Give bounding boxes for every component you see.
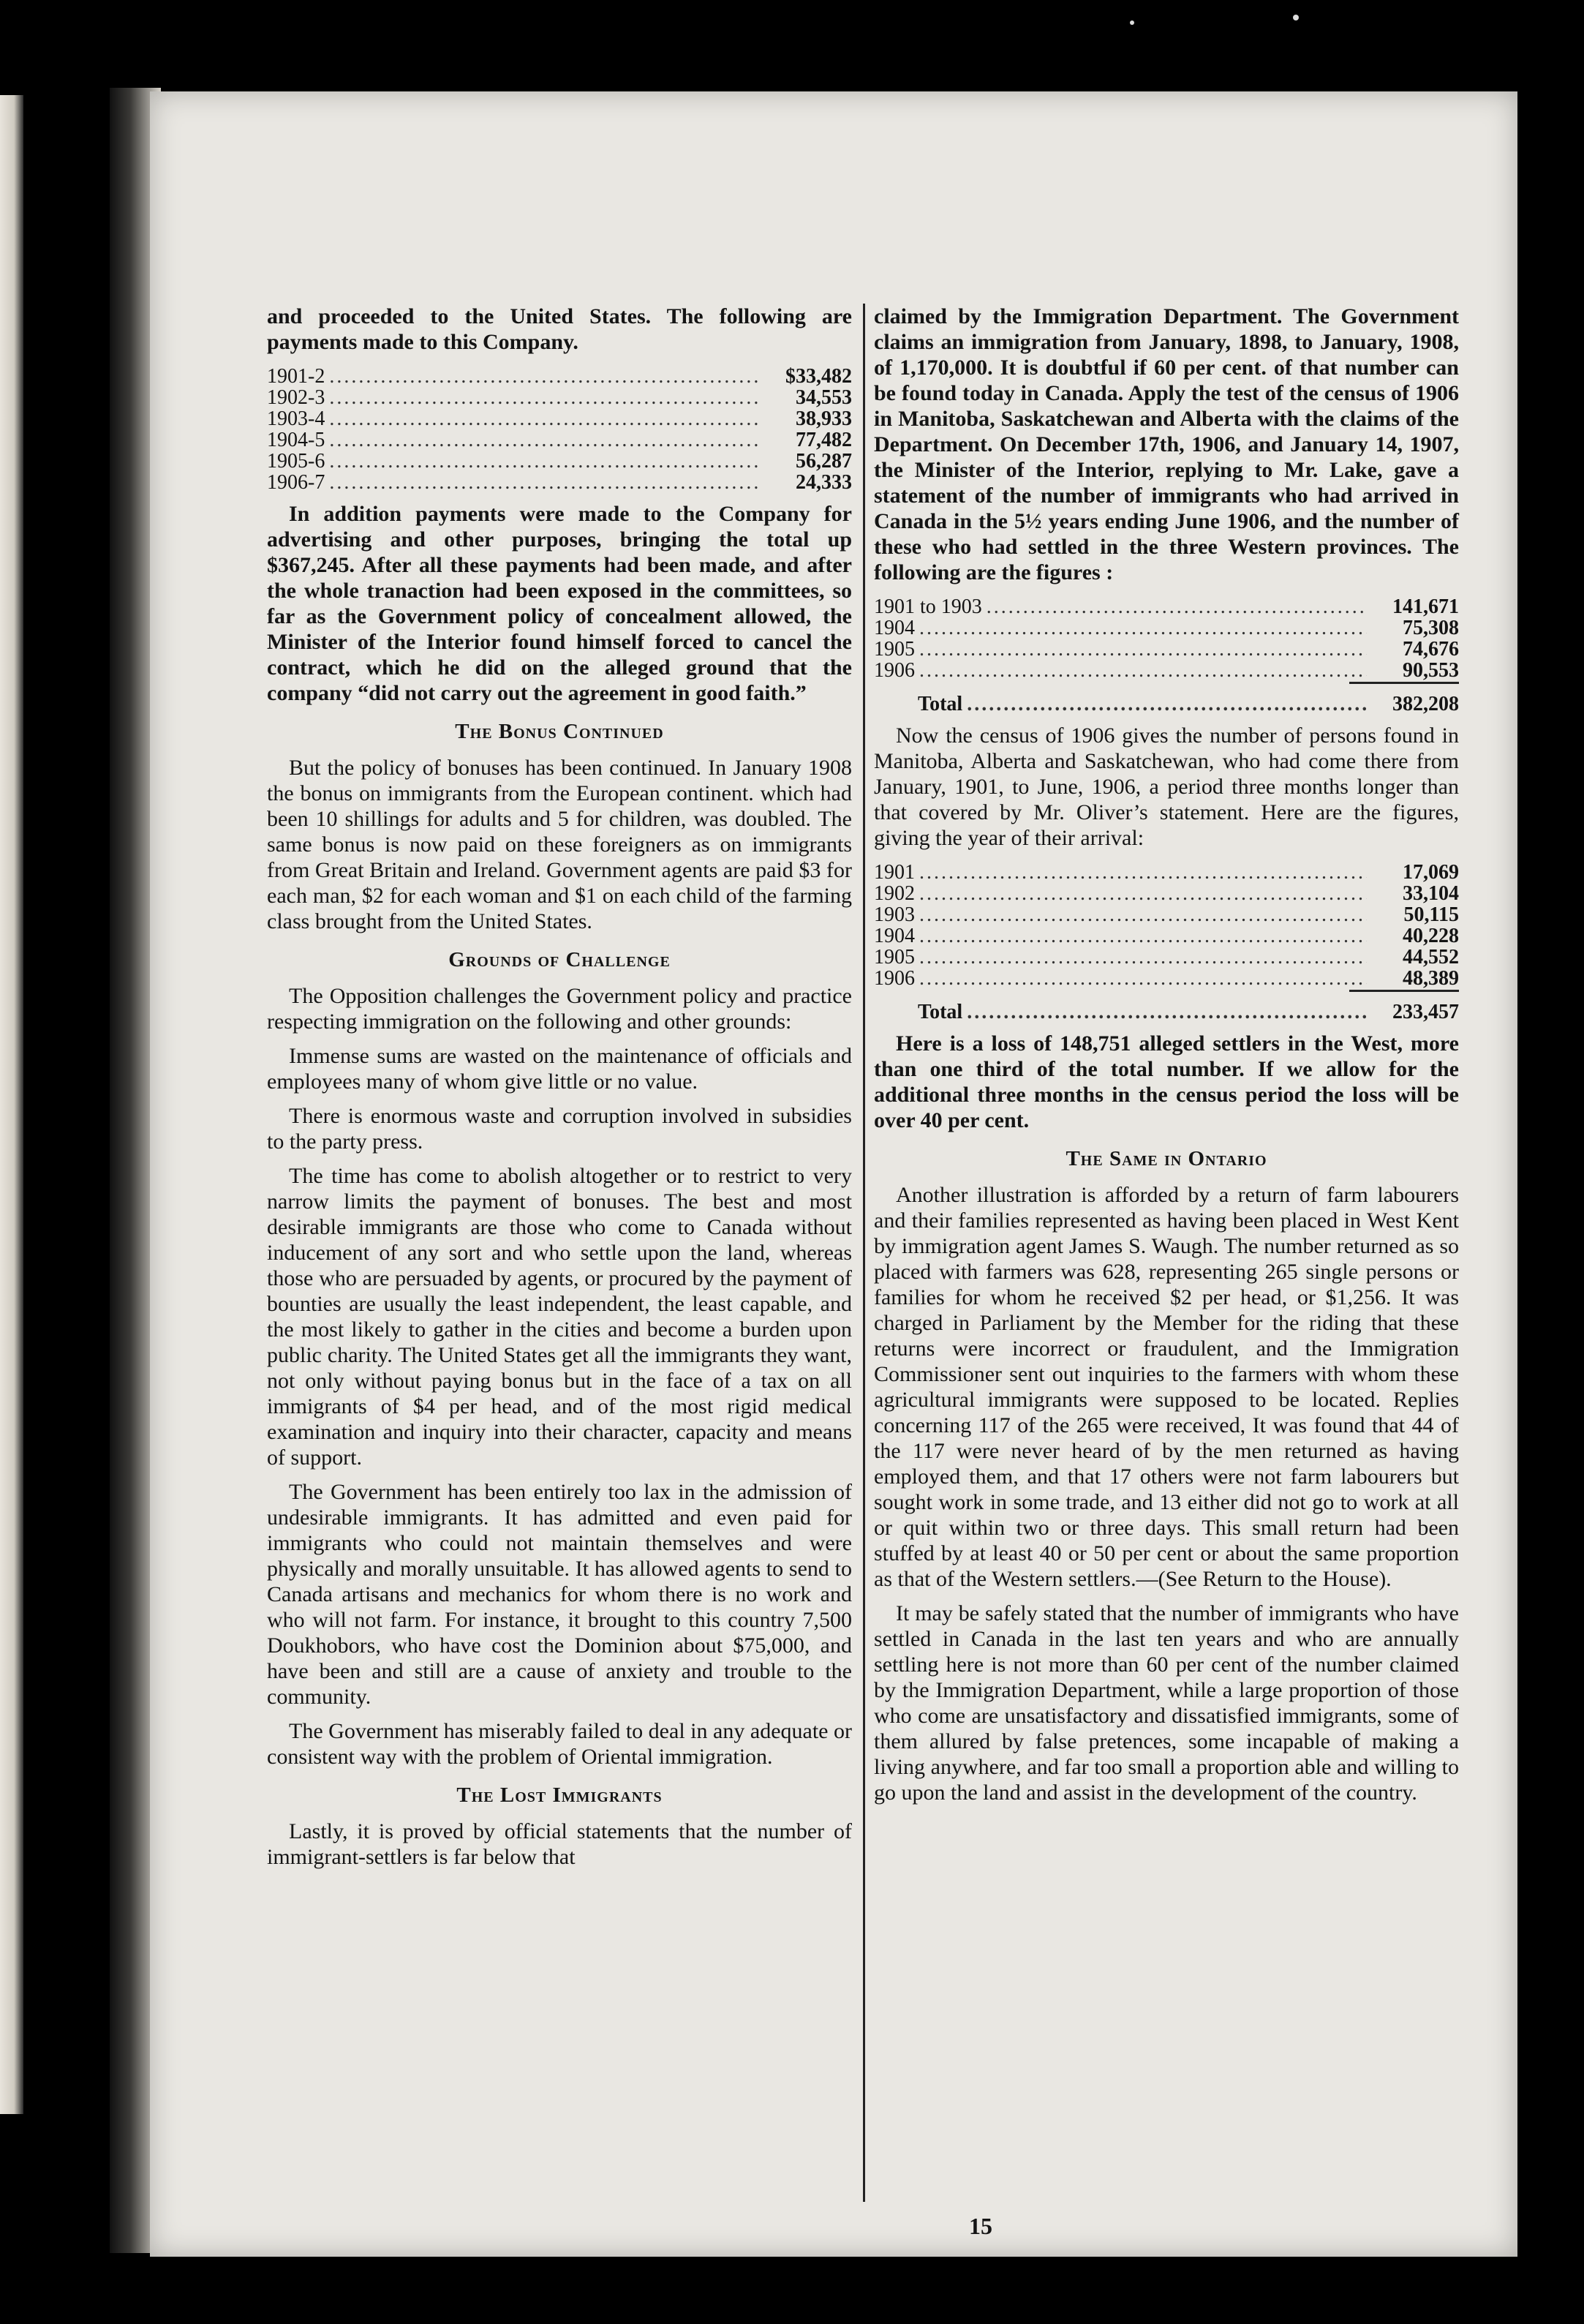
page-number: 15 [969,2213,992,2239]
paragraph: Lastly, it is proved by official statements that the number of immigrant-settlers is far below that [267,1819,852,1869]
table-row [267,448,852,473]
row-value: 74,676 [1403,638,1459,661]
row-label: 1904 [874,617,915,639]
row-value: 33,104 [1403,882,1459,905]
paragraph: The Opposition challenges the Government policy and practice respecting immigration on the following and other grounds: [267,984,852,1034]
row-value: 90,553 [1403,659,1459,682]
row-value: 38,933 [796,407,852,430]
row-label: 1904-5 [267,429,325,451]
total-value: 233,457 [1392,1001,1459,1023]
row-label: 1905 [874,946,915,969]
paragraph: But the policy of bonuses has been continued. In January 1908 the bonus on immigrants from the European continent. which had been 10 shillings for adults and 5 for children, was doubled. The same bonus is now paid on these foreigners as on immigrants from Great Britain and Ireland. Government agents are paid $3 for each man, $2 for each woman and $1 on each child of the farming class brought from the United States. [267,756,852,933]
column-divider [863,304,865,2202]
row-value: $33,482 [785,365,852,388]
row-label: 1901 [874,861,915,884]
table-row [874,902,1459,926]
table-row [874,594,1459,618]
row-label: 1904 [874,925,915,947]
row-label: 1903-4 [267,407,325,430]
table-row [874,944,1459,969]
settlers-table [874,594,1459,715]
left-column [267,304,852,1879]
row-label: 1905-6 [267,450,325,473]
row-value: 48,389 [1403,967,1459,990]
paragraph: claimed by the Immigration Department. The Government claims an immigration from January, 1898, to January, 1908, of 1,170,000. It is doubtful if 60 per cent. of that number can be found today in Canada. Apply the test of the census of 1906 in Manitoba, Saskatchewan and Alberta with the claims of the Department. On December 17th, 1906, and January 14, 1907, the Minister of the Interior, replying to Mr. Lake, gave a statement of the number of immigrants who had arrived in Canada in the 5½ years ending June 1906, and the number of these who had settled in the three Western provinces. The following are the figures : [874,304,1459,584]
paragraph: The time has come to abolish altogether or to restrict to very narrow limits the payment of bonuses. The best and most desirable immigrants are those who come to Canada without inducement of any sort and who settle upon the land, whereas those who are persuaded by agents, or procured by the payment of bounties are usually the least independent, the least capable, and the most likely to gather in the cities and become a burden upon public charity. The United States get all the immigrants they want, not only without paying bonus but in the face of a tax on all immigrants of $4 per head, and of the most rigid medical examination and inquiry into their character, capacity and means of support. [267,1164,852,1470]
right-column [874,304,1459,1814]
paragraph: The Government has been entirely too lax in the admission of undesirable immigrants. It has admitted and even paid for immigrants who could not maintain themselves and were physically and morally unsuitable. It has allowed agents to send to Canada artisans and mechanics for whom there is no work and who will not farm. For instance, it brought to this country 7,500 Doukhobors, who have cost the Dominion about $75,000, and have been and still are a cause of anxiety and trouble to the community. [267,1480,852,1709]
row-value: 34,553 [796,386,852,409]
table-row [874,860,1459,884]
row-value: 75,308 [1403,617,1459,639]
scan-speck [1293,15,1299,20]
section-heading: The Same in Ontario [1066,1147,1267,1170]
row-label: 1906 [874,659,915,682]
census-table [874,860,1459,1023]
paragraph: It may be safely stated that the number of immigrants who have settled in Canada in the last ten years and who are annually settling here is not more than 60 per cent of the number claimed by the Immigration Department, while a large proportion of those who come are unsatisfactory and dissatisfied immigrants, some of them allured by false pretences, some incapable of making a living anywhere, and far too small a proportion able and willing to go upon the land and assist in the development of the country. [874,1601,1459,1805]
paragraph: Immense sums are wasted on the maintenance of officials and employees many of whom give little or no value. [267,1044,852,1094]
total-value: 382,208 [1392,693,1459,715]
row-label: 1902 [874,882,915,905]
row-label: 1901-2 [267,365,325,388]
row-label: 1903 [874,903,915,926]
table-row [874,923,1459,947]
total-row [874,999,1459,1023]
table-row [267,470,852,494]
paragraph: There is enormous waste and corruption involved in subsidies to the party press. [267,1104,852,1154]
table-row [874,966,1459,990]
row-label: 1901 to 1903 [874,595,982,618]
table-row [874,658,1459,682]
paragraph: The Government has miserably failed to deal in any adequate or consistent way with the problem of Oriental immigration. [267,1719,852,1769]
table-row [267,385,852,409]
table-row [874,615,1459,639]
row-value: 17,069 [1403,861,1459,884]
table-row [267,364,852,388]
table-row [874,881,1459,905]
row-label: 1902-3 [267,386,325,409]
row-value: 141,671 [1392,595,1459,618]
row-value: 24,333 [796,471,852,494]
row-value: 77,482 [796,429,852,451]
table-row [267,406,852,430]
row-value: 40,228 [1403,925,1459,947]
adjacent-page-edge [0,95,23,2114]
row-value: 56,287 [796,450,852,473]
row-label: 1906 [874,967,915,990]
section-heading: Grounds of Challenge [448,948,671,971]
document-page [150,91,1517,2257]
table-row [267,427,852,451]
intro-paragraph: and proceeded to the United States. The following are payments made to this Company. [267,304,852,354]
row-label: 1906-7 [267,471,325,494]
payments-table [267,364,852,494]
row-value: 50,115 [1403,903,1459,926]
paragraph: Another illustration is afforded by a return of farm labourers and their families represented as having been placed in West Kent by immigration agent James S. Waugh. The number returned as so placed with farmers was 628, representing 265 single persons or families for whom he received $2 per head, or $1,256. It was charged in Parliament by the Member for the riding that these returns were incorrect or fraudulent, and the Immigration Commissioner sent out inquiries to the farmers with whom these agricultural immigrants were supposed to be located. Replies concerning 117 of the 265 were received, It was found that 44 of the 117 were never heard of by the men returned as having employed them, and that 17 others were not farm labourers but sought work in some trade, and 13 either did not go to work at all or quit within two or three days. This small return had been stuffed by at least 40 or 50 per cent or about the same proportion as that of the Western settlers.—(See Return to the House). [874,1183,1459,1591]
total-label: Total [918,693,963,715]
paragraph: Now the census of 1906 gives the number of persons found in Manitoba, Alberta and Saskatchewan, who had come there from January, 1901, to June, 1906, a period three months longer than that covered by Mr. Oliver’s statement. Here are the figures, giving the year of their arrival: [874,723,1459,850]
paragraph: Here is a loss of 148,751 alleged settlers in the West, more than one third of the total number. If we allow for the additional three months in the census period the loss will be over 40 per cent. [874,1031,1459,1132]
section-heading: The Bonus Continued [455,720,664,743]
row-label: 1905 [874,638,915,661]
row-value: 44,552 [1403,946,1459,969]
section-heading: The Lost Immigrants [456,1783,663,1807]
total-label: Total [918,1001,963,1023]
total-row [874,691,1459,715]
scan-speck [1130,20,1134,25]
paragraph: In addition payments were made to the Company for advertising and other purposes, bringing the total up $367,245. After all these payments had been made, and after the whole tranaction had been exposed in the committees, so far as the Government policy of concealment allowed, the Minister of the Interior found himself forced to cancel the contract, which he did on the alleged ground that the company “did not carry out the agreement in good faith.” [267,502,852,705]
table-row [874,636,1459,661]
